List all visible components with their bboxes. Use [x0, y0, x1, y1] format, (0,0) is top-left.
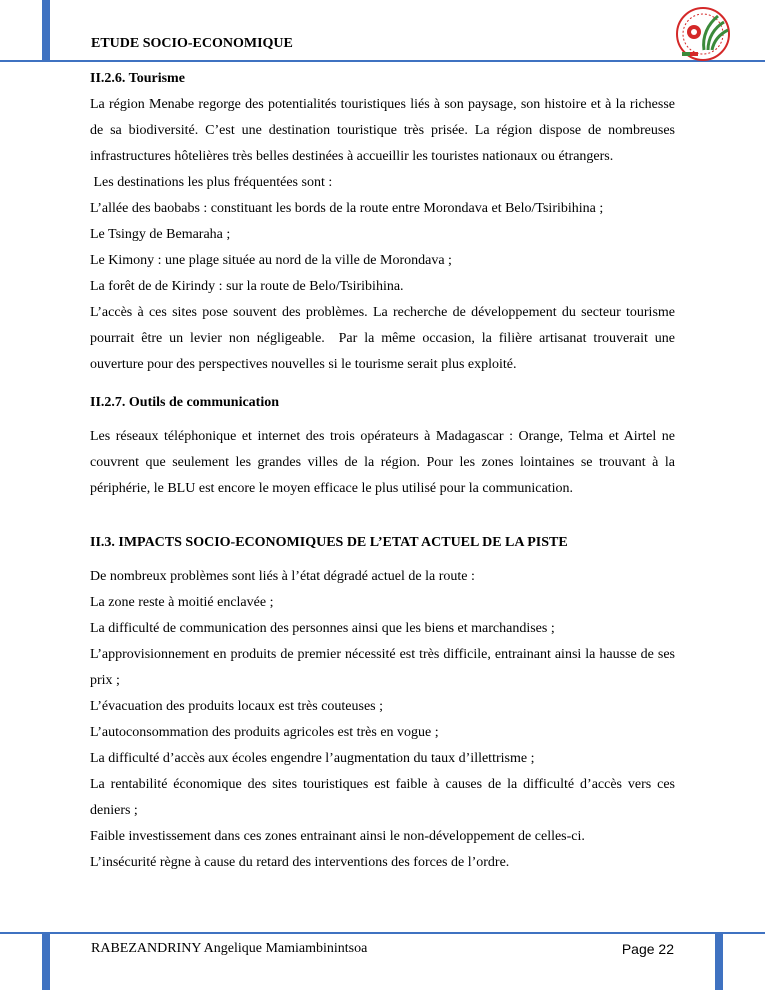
paragraph: La région Menabe regorge des potentialités touristiques liés à son paysage, son histoire et à la richesse de sa biodiversité. C’est une destination touristique très prisée. La région dispose de nombreuses infrastructures hôtelières très belles destinées à accueillir les touristes nationaux ou étrangers. — [90, 97, 675, 164]
paragraph: Les destinations les plus fréquentées sont : — [90, 175, 333, 190]
paragraph: Les réseaux téléphonique et internet des trois opérateurs à Madagascar : Orange, Telma et Airtel ne couvrent que seulement les grandes villes de la région. Pour les zones lointaines se trouvant à la périphérie, le BLU est encore le moyen efficace le plus utilisé pour la communication. — [90, 429, 675, 496]
list-item: L’approvisionnement en produits de premier nécessité est très difficile, entrainant ainsi la hausse de ses prix ; — [90, 647, 675, 688]
footer-rule — [0, 932, 765, 934]
list-item: L’allée des baobabs : constituant les bords de la route entre Morondava et Belo/Tsiribihina ; — [90, 201, 604, 216]
paragraph: De nombreux problèmes sont liés à l’état dégradé actuel de la route : — [90, 569, 475, 584]
footer-right-bar — [715, 932, 723, 990]
header-title: ETUDE SOCIO-ECONOMIQUE — [91, 36, 293, 51]
footer-left-bar — [42, 932, 50, 990]
list-item: La zone reste à moitié enclavée ; — [90, 595, 274, 610]
section-heading-tourisme: II.2.6. Tourisme — [90, 71, 185, 86]
list-item: L’évacuation des produits locaux est très couteuses ; — [90, 699, 384, 714]
section-heading-communication: II.2.7. Outils de communication — [90, 395, 280, 410]
list-item: Faible investissement dans ces zones entrainant ainsi le non-développement de celles-ci. — [90, 829, 585, 844]
footer-author: RABEZANDRINY Angelique Mamiambinintsoa — [91, 941, 368, 956]
list-item: La difficulté de communication des personnes ainsi que les biens et marchandises ; — [90, 621, 555, 636]
header-rule — [0, 60, 765, 62]
document-body — [90, 66, 679, 876]
list-item: La rentabilité économique des sites touristiques est faible à causes de la difficulté d’accès vers ces deniers ; — [90, 777, 675, 818]
section-heading-impacts: II.3. IMPACTS SOCIO-ECONOMIQUES DE L’ETAT ACTUEL DE LA PISTE — [90, 535, 568, 550]
header-left-bar — [42, 0, 50, 62]
list-item: La forêt de de Kirindy : sur la route de Belo/Tsiribihina. — [90, 279, 404, 294]
list-item: L’insécurité règne à cause du retard des interventions des forces de l’ordre. — [90, 855, 510, 870]
university-logo — [668, 6, 738, 62]
list-item: L’autoconsommation des produits agricoles est très en vogue ; — [90, 725, 439, 740]
list-item: La difficulté d’accès aux écoles engendre l’augmentation du taux d’illettrisme ; — [90, 751, 535, 766]
page-number: Page 22 — [621, 941, 674, 957]
list-item: Le Tsingy de Bemaraha ; — [90, 227, 231, 242]
paragraph: L’accès à ces sites pose souvent des problèmes. La recherche de développement du secteur tourisme pourrait être un levier non négligeable. Par la même occasion, la filière artisanat trouverait une ouverture pour des perspectives nouvelles si le tourisme serait plus exploité. — [90, 305, 679, 372]
list-item: Le Kimony : une plage située au nord de la ville de Morondava ; — [90, 253, 452, 268]
